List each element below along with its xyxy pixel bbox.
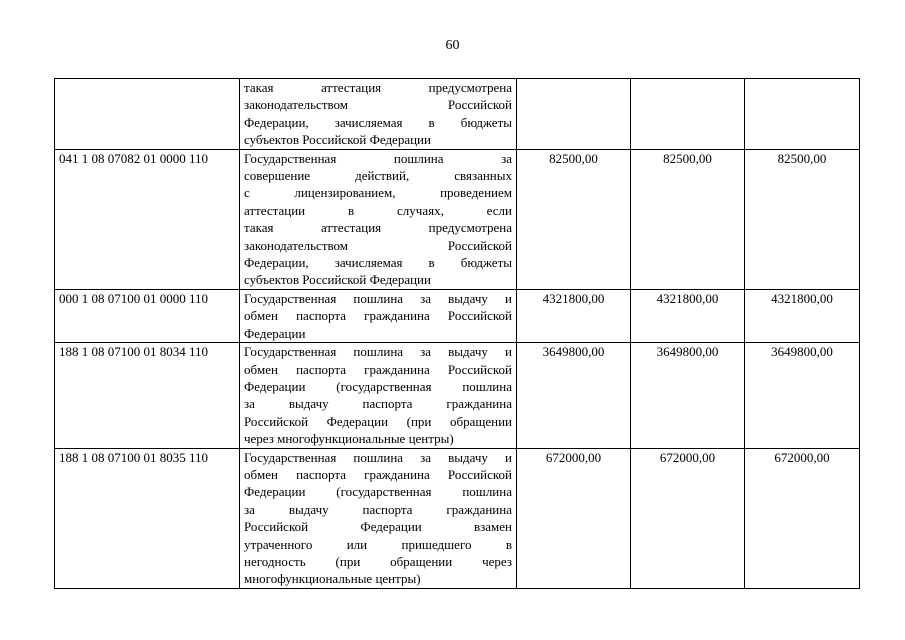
revenue-name-line: Государственная пошлина за выдачу и	[244, 344, 512, 360]
revenue-name-line: Федерации	[244, 325, 306, 341]
table-row	[55, 343, 860, 448]
amount-year1-cell: 672000,00	[517, 448, 631, 588]
revenue-name-line: многофункциональные центры)	[244, 571, 421, 587]
amount-year1-cell: 82500,00	[517, 149, 631, 289]
revenue-name-line: с лицензированием, проведением	[244, 185, 512, 201]
table-row	[55, 149, 860, 289]
revenue-name-line: за выдачу паспорта гражданина	[244, 501, 512, 517]
revenue-name-cell	[240, 79, 517, 150]
revenue-name-cell	[240, 149, 517, 289]
revenue-name-line: Государственная пошлина за	[244, 150, 512, 166]
revenue-name-line: обмен паспорта гражданина Российской	[244, 361, 512, 377]
revenue-name-line: обмен паспорта гражданина Российской	[244, 466, 512, 482]
amount-year2-cell: 82500,00	[631, 149, 745, 289]
amount-year3-cell: 672000,00	[745, 448, 860, 588]
table-row	[55, 448, 860, 588]
amount-year2-cell: 3649800,00	[631, 343, 745, 448]
revenue-name-line: такая аттестация предусмотрена	[244, 220, 512, 236]
revenue-name-line: совершение действий, связанных	[244, 168, 512, 184]
revenue-name-line: Федерации (государственная пошлина	[244, 484, 512, 500]
revenue-name-line: обмен паспорта гражданина Российской	[244, 308, 512, 324]
budget-revenue-table	[54, 78, 860, 589]
amount-year1-cell: 4321800,00	[517, 289, 631, 342]
revenue-name-line: Российской Федерации (при обращении	[244, 413, 512, 429]
table-row	[55, 79, 860, 150]
revenue-name-line: негодность (при обращении через	[244, 553, 512, 569]
revenue-name-line: Государственная пошлина за выдачу и	[244, 449, 512, 465]
revenue-name-line: Государственная пошлина за выдачу и	[244, 290, 512, 306]
budget-code-cell	[55, 79, 240, 150]
revenue-name-cell	[240, 289, 517, 342]
revenue-name-line: законодательством Российской	[244, 237, 512, 253]
revenue-name-line: субъектов Российской Федерации	[244, 132, 431, 148]
amount-year2-cell: 4321800,00	[631, 289, 745, 342]
revenue-name-line: Федерации, зачисляемая в бюджеты	[244, 255, 512, 271]
amount-year1-cell	[517, 79, 631, 150]
amount-year3-cell: 82500,00	[745, 149, 860, 289]
revenue-name-line: аттестации в случаях, если	[244, 202, 512, 218]
revenue-name-line: Федерации, зачисляемая в бюджеты	[244, 114, 512, 130]
amount-year2-cell	[631, 79, 745, 150]
revenue-name-line: такая аттестация предусмотрена	[244, 80, 512, 95]
revenue-name-line: за выдачу паспорта гражданина	[244, 396, 512, 412]
amount-year3-cell: 3649800,00	[745, 343, 860, 448]
revenue-name-line: через многофункциональные центры)	[244, 431, 454, 447]
revenue-name-cell	[240, 448, 517, 588]
amount-year2-cell: 672000,00	[631, 448, 745, 588]
amount-year1-cell: 3649800,00	[517, 343, 631, 448]
page-number: 60	[445, 38, 460, 53]
revenue-name-line: субъектов Российской Федерации	[244, 272, 431, 288]
revenue-name-line: законодательством Российской	[244, 97, 512, 113]
revenue-name-cell	[240, 343, 517, 448]
revenue-name-line: Федерации (государственная пошлина	[244, 378, 512, 394]
table-row	[55, 289, 860, 342]
budget-code-cell: 188 1 08 07100 01 8035 110	[55, 448, 240, 588]
amount-year3-cell: 4321800,00	[745, 289, 860, 342]
budget-code-cell: 000 1 08 07100 01 0000 110	[55, 289, 240, 342]
budget-code-cell: 041 1 08 07082 01 0000 110	[55, 149, 240, 289]
revenue-name-line: Российской Федерации взамен	[244, 519, 512, 535]
revenue-name-line: утраченного или пришедшего в	[244, 536, 512, 552]
budget-code-cell: 188 1 08 07100 01 8034 110	[55, 343, 240, 448]
amount-year3-cell	[745, 79, 860, 150]
